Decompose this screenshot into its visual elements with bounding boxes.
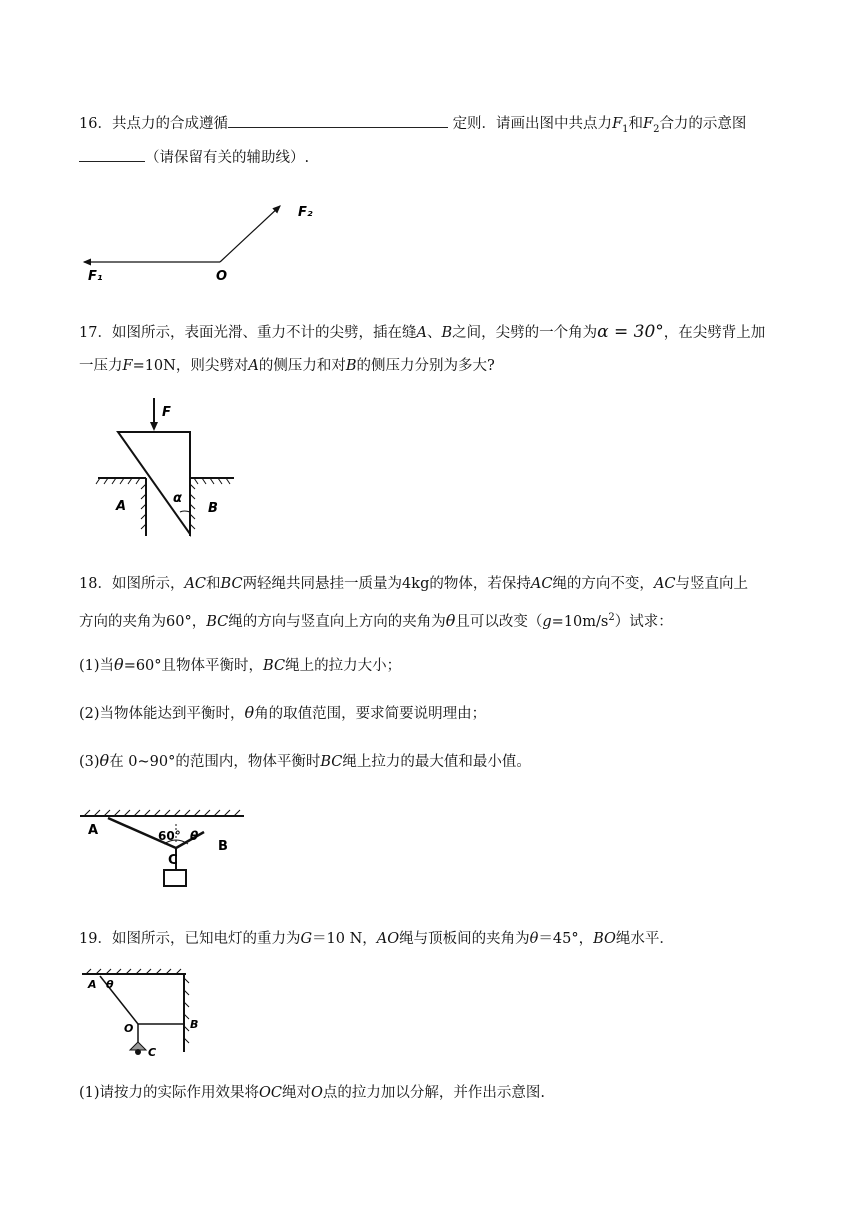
alpha-label: α (173, 491, 182, 506)
q19-lamp-diagram (80, 968, 200, 1060)
q18-rope-diagram (78, 808, 258, 898)
f2-vector (220, 206, 280, 262)
f2-label: F₂ (298, 205, 313, 220)
lamp (130, 1042, 146, 1050)
force-label: F (162, 405, 171, 420)
q17-line2: 一压力F=10N，则尖劈对A的侧压力和对B的侧压力分别为多大? (79, 358, 495, 374)
slot-b-label: B (208, 501, 218, 516)
label-b: B (218, 839, 228, 854)
q17-wedge-diagram (96, 398, 236, 538)
q16-line2: （请保留有关的辅助线）. (79, 146, 309, 168)
q16-line1: 16．共点力的合成遵循 定则．请画出图中共点力$F_1$和$F_2$合力的示意图 (79, 112, 746, 140)
hanging-mass (164, 870, 186, 886)
label-a: A (88, 978, 97, 991)
label-o: O (124, 1022, 134, 1035)
question-number: 16． (79, 116, 112, 132)
angle-60-label: 60° (158, 829, 181, 843)
slot-a-label: A (116, 499, 127, 514)
q18-sub1: (1)当θ=60°且物体平衡时，BC绳上的拉力大小； (79, 655, 402, 674)
label-a: A (88, 823, 99, 838)
label-theta: θ (106, 978, 114, 991)
answer-blank[interactable] (228, 112, 448, 128)
alpha-equation: α = 30° (597, 322, 664, 342)
q18-sub3: (3)θ在 0~90°的范围内，物体平衡时BC绳上拉力的最大值和最小值。 (79, 751, 531, 770)
q17-line1: 17．如图所示，表面光滑、重力不计的尖劈，插在缝A、B之间，尖劈的一个角为α = 30°，在尖劈背上加 (79, 322, 766, 342)
q18-sub2: (2)当物体能达到平衡时，θ角的取值范围，要求简要说明理由； (79, 703, 487, 722)
q16-force-diagram (80, 196, 340, 286)
f1-label: F₁ (88, 269, 103, 284)
q18-line2: 方向的夹角为60°，BC绳的方向与竖直向上方向的夹角为θ且可以改变$(g=10m/s^2)$试求： (79, 610, 673, 630)
theta-label: θ (190, 829, 199, 843)
q19-line1: 19．如图所示，已知电灯的重力为G＝10 N，AO绳与顶板间的夹角为θ＝45°，BO绳水平． (79, 931, 674, 947)
q18-line1: 18．如图所示，AC和BC两轻绳共同悬挂一质量为4kg的物体，若保持AC绳的方向不变，AC与竖直向上 (79, 576, 749, 592)
q19-sub1: (1)请按力的实际作用效果将OC绳对O点的拉力加以分解，并作出示意图. (79, 1085, 546, 1101)
label-b: B (190, 1018, 199, 1031)
label-c: C (168, 853, 178, 868)
answer-blank[interactable] (79, 146, 145, 162)
origin-label: O (216, 269, 228, 284)
label-c: C (148, 1046, 157, 1059)
